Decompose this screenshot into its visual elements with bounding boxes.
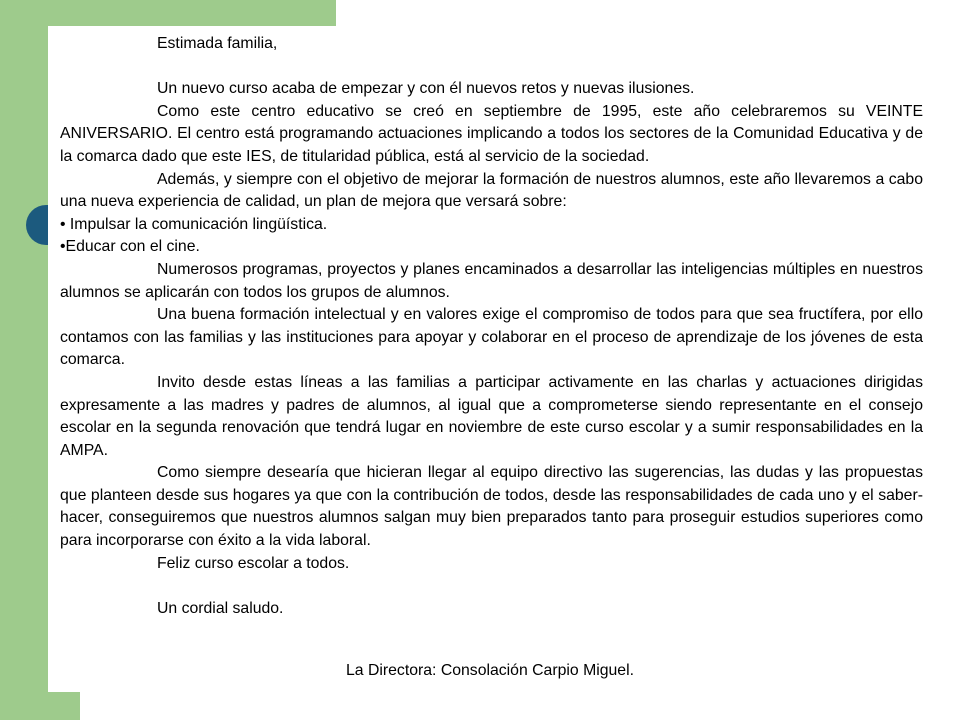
closing: Un cordial saludo.	[157, 599, 284, 617]
paragraph-6: Invito desde estas líneas a las familias a participar activamente en las charlas y actuaciones dirigidas expresamente a las madres y padres de alumnos, al igual que a comprometerse siendo representante en el consejo escolar en la segunda renovación que tendrá lugar en noviembre de este curso escolar y a sumir responsabilidades en la AMPA.	[60, 373, 923, 459]
paragraph-5: Una buena formación intelectual y en valores exige el compromiso de todos para que sea fructífera, por ello contamos con las familias y las instituciones para apoyar y colaborar en el proceso de aprendizaje de los jóvenes de esta comarca.	[60, 306, 923, 369]
paragraph-7: Como siempre desearía que hicieran llegar al equipo directivo las sugerencias, las dudas y las propuestas que planteen desde sus hogares ya que con la contribución de todos, desde las responsabilidades de cada uno y el saber-hacer, conseguiremos que nuestros alumnos salgan muy bien preparados tanto para proseguir estudios superiores como para incorporarse con éxito a la vida laboral.	[60, 464, 923, 550]
paragraph-4: Numerosos programas, proyectos y planes encaminados a desarrollar las inteligencias múltiples en nuestros alumnos se aplicarán con todos los grupos de alumnos.	[60, 260, 923, 301]
paragraph-3: Además, y siempre con el objetivo de mejorar la formación de nuestros alumnos, este año llevaremos a cabo una nueva experiencia de calidad, un plan de mejora que versará sobre:	[60, 170, 923, 211]
bullet-item-1: • Impulsar la comunicación lingüística.	[60, 215, 328, 233]
signature: La Directora: Consolación Carpio Miguel.	[346, 662, 634, 679]
greeting: Estimada familia,	[157, 35, 278, 52]
bullet-item-2: •Educar con el cine.	[60, 238, 200, 256]
spacer	[60, 56, 923, 79]
paragraph-1: Un nuevo curso acaba de empezar y con él nuevos retos y nuevas ilusiones.	[157, 80, 695, 98]
paragraph-2: Como este centro educativo se creó en septiembre de 1995, este año celebraremos su VEINTE ANIVERSARIO. El centro está programando actuaciones implicando a todos los sectores de la Comunidad Educativa y de la comarca dado que este IES, de titularidad pública, está al servicio de la sociedad.	[60, 102, 923, 165]
paragraph-8: Feliz curso escolar a todos.	[157, 554, 350, 572]
letter-body	[60, 33, 923, 620]
spacer	[60, 575, 923, 598]
